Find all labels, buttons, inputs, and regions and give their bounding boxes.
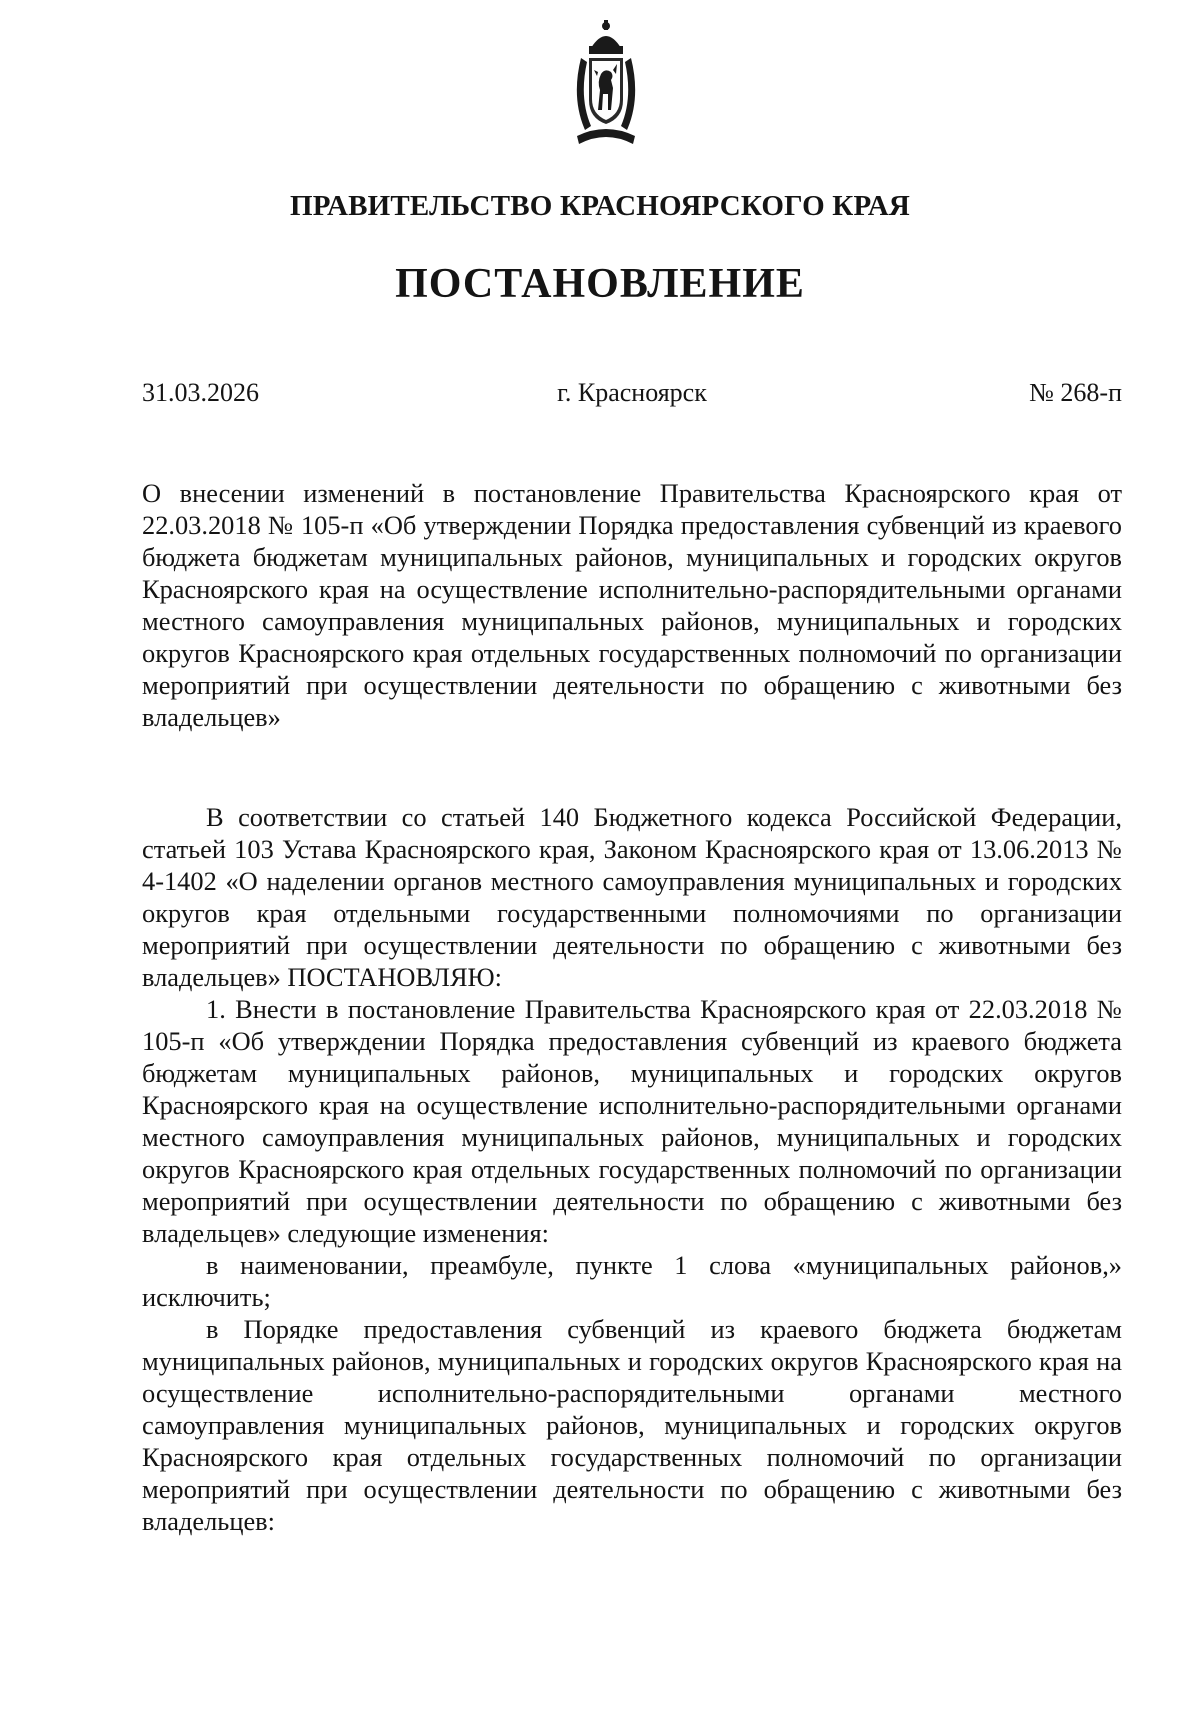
krasnoyarsk-coat-of-arms-icon — [567, 18, 645, 146]
body-paragraph-item-1: 1. Внести в постановление Правительства Красноярского края от 22.03.2018 № 105-п «Об утверждении Порядка предоставления субвенций из краевого бюджета бюджетам муниципальных районов, муниципальных и городских округов Красноярского края на осуществление исполнительно-распорядительными органами местного самоуправления муниципальных районов, муниципальных и городских округов Красноярского края отдельных государственных полномочий по организации мероприятий при осуществлении деятельности по обращению с животными без владельцев» следующие изменения: — [142, 994, 1122, 1248]
body-paragraph-preamble: В соответствии со статьей 140 Бюджетного кодекса Российской Федерации, статьей 103 Устава Красноярского края, Законом Красноярского края от 13.06.2013 № 4-1402 «О наделении органов местного самоуправления муниципальных и городских округов края отдельными государственными полномочиями по организации мероприятий при осуществлении деятельности по обращению с животными без владельцев» ПОСТАНОВЛЯЮ: — [142, 802, 1122, 992]
document-type-title: ПОСТАНОВЛЕНИЕ — [395, 261, 805, 307]
document-body — [142, 801, 1122, 1537]
government-title: ПРАВИТЕЛЬСТВО КРАСНОЯРСКОГО КРАЯ — [289, 190, 911, 222]
document-meta — [142, 378, 1122, 418]
body-paragraph-change-2: в Порядке предоставления субвенций из краевого бюджета бюджетам муниципальных районов, муниципальных и городских округов Красноярского края на осуществление исполнительно-распорядительными органами местного самоуправления муниципальных районов, муниципальных и городских округов Красноярского края отдельных государственных полномочий по организации мероприятий при осуществлении деятельности по обращению с животными без владельцев: — [142, 1314, 1122, 1536]
document-number: № 268-п — [1029, 378, 1122, 407]
document-subject: О внесении изменений в постановление Правительства Красноярского края от 22.03.2018 № 105-п «Об утверждении Порядка предоставления субвенций из краевого бюджета бюджетам муниципальных районов, муниципальных и городских округов Красноярского края на осуществление исполнительно-распорядительными органами местного самоуправления муниципальных районов, муниципальных и городских округов Красноярского края отдельных государственных полномочий по организации мероприятий при осуществлении деятельности по обращению с животными без владельцев» — [142, 478, 1122, 732]
document-date: 31.03.2026 — [142, 378, 259, 407]
body-paragraph-change-1: в наименовании, преамбуле, пункте 1 слова «муниципальных районов,» исключить; — [142, 1250, 1122, 1312]
document-city: г. Красноярск — [557, 378, 707, 407]
